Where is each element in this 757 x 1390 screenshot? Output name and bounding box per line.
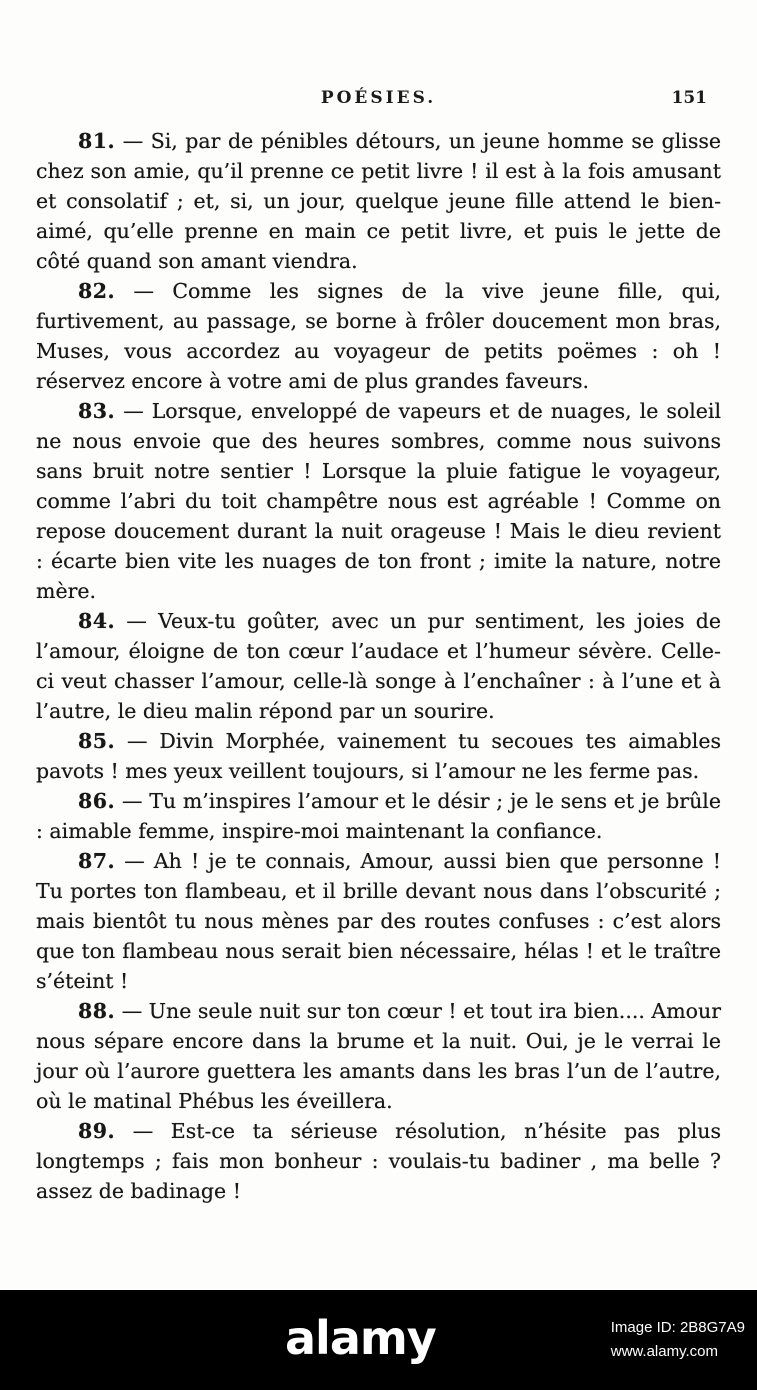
paragraph-number: 86. xyxy=(78,789,116,813)
page-header xyxy=(36,88,721,114)
poem-paragraph-83 xyxy=(36,396,721,606)
paragraph-text: — Divin Morphée, vainement tu secoues tes aimables pavots ! mes yeux veillent toujours, si l’amour ne les ferme pas. xyxy=(36,729,721,783)
poem-paragraph-86 xyxy=(36,786,721,846)
poem-paragraphs xyxy=(36,126,721,1206)
poem-paragraph-87 xyxy=(36,846,721,996)
poem-paragraph-81 xyxy=(36,126,721,276)
paragraph-number: 84. xyxy=(78,609,116,633)
paragraph-number: 85. xyxy=(78,729,116,753)
poem-paragraph-88 xyxy=(36,996,721,1116)
poem-paragraph-89 xyxy=(36,1116,721,1206)
paragraph-text: — Veux-tu goûter, avec un pur sentiment, les joies de l’amour, éloigne de ton cœur l’audace et l’humeur sévère. Celle-ci veut chasser l’amour, celle-là songe à l’enchaîner : à l’une et à l’autre, le dieu malin répond par un sourire. xyxy=(36,609,721,723)
alamy-url-text: www.alamy.com xyxy=(610,1343,718,1360)
paragraph-text: — Lorsque, enveloppé de vapeurs et de nuages, le soleil ne nous envoie que des heures sombres, comme nous suivons sans bruit notre sentier ! Lorsque la pluie fatigue le voyageur, comme l’abri du toit champêtre nous est agréable ! Comme on repose doucement durant la nuit orageuse ! Mais le dieu revient : écarte bien vite les nuages de ton front ; imite la nature, notre mère. xyxy=(36,399,721,603)
paragraph-number: 87. xyxy=(78,849,116,873)
paragraph-number: 82. xyxy=(78,279,116,303)
page-number: 151 xyxy=(671,88,707,108)
alamy-logo: alamy xyxy=(285,1310,436,1365)
paragraph-text: — Est-ce ta sérieuse résolution, n’hésite pas plus longtemps ; fais mon bonheur : voulais-tu badiner , ma belle ? assez de badinage ! xyxy=(36,1119,721,1203)
alamy-watermark-bar xyxy=(0,1290,757,1390)
alamy-info-block xyxy=(611,1316,745,1364)
paragraph-number: 83. xyxy=(78,399,116,423)
paragraph-text: — Une seule nuit sur ton cœur ! et tout ira bien.... Amour nous sépare encore dans la brume et la nuit. Oui, je le verrai le jour où l’aurore guettera les amants dans les bras l’un de l’autre, où le matinal Phébus les éveillera. xyxy=(36,999,721,1113)
poem-paragraph-84 xyxy=(36,606,721,726)
page-title: POÉSIES. xyxy=(320,88,437,108)
paragraph-text: — Ah ! je te connais, Amour, aussi bien que personne ! Tu portes ton flambeau, et il brille devant nous dans l’obscurité ; mais bientôt tu nous mènes par des routes confuses : c’est alors que ton flambeau nous serait bien nécessaire, hélas ! et le traître s’éteint ! xyxy=(36,849,721,993)
paragraph-number: 81. xyxy=(78,129,116,153)
paragraph-text: — Si, par de pénibles détours, un jeune homme se glisse chez son amie, qu’il prenne ce petit livre ! il est à la fois amusant et consolatif ; et, si, un jour, quelque jeune fille attend le bien-aimé, qu’elle prenne en main ce petit livre, et puis le jette de côté quand son amant viendra. xyxy=(36,129,721,273)
paragraph-number: 89. xyxy=(78,1119,116,1143)
poem-paragraph-82 xyxy=(36,276,721,396)
poem-paragraph-85 xyxy=(36,726,721,786)
paragraph-text: — Comme les signes de la vive jeune fille, qui, furtivement, au passage, se borne à frôler doucement mon bras, Muses, vous accordez au voyageur de petits poëmes : oh ! réservez encore à votre ami de plus grandes faveurs. xyxy=(36,279,721,393)
paragraph-number: 88. xyxy=(78,999,116,1023)
image-id-text: Image ID: 2B8G7A9 xyxy=(610,1319,745,1336)
paragraph-text: — Tu m’inspires l’amour et le désir ; je le sens et je brûle : aimable femme, inspire-moi maintenant la confiance. xyxy=(36,789,721,843)
